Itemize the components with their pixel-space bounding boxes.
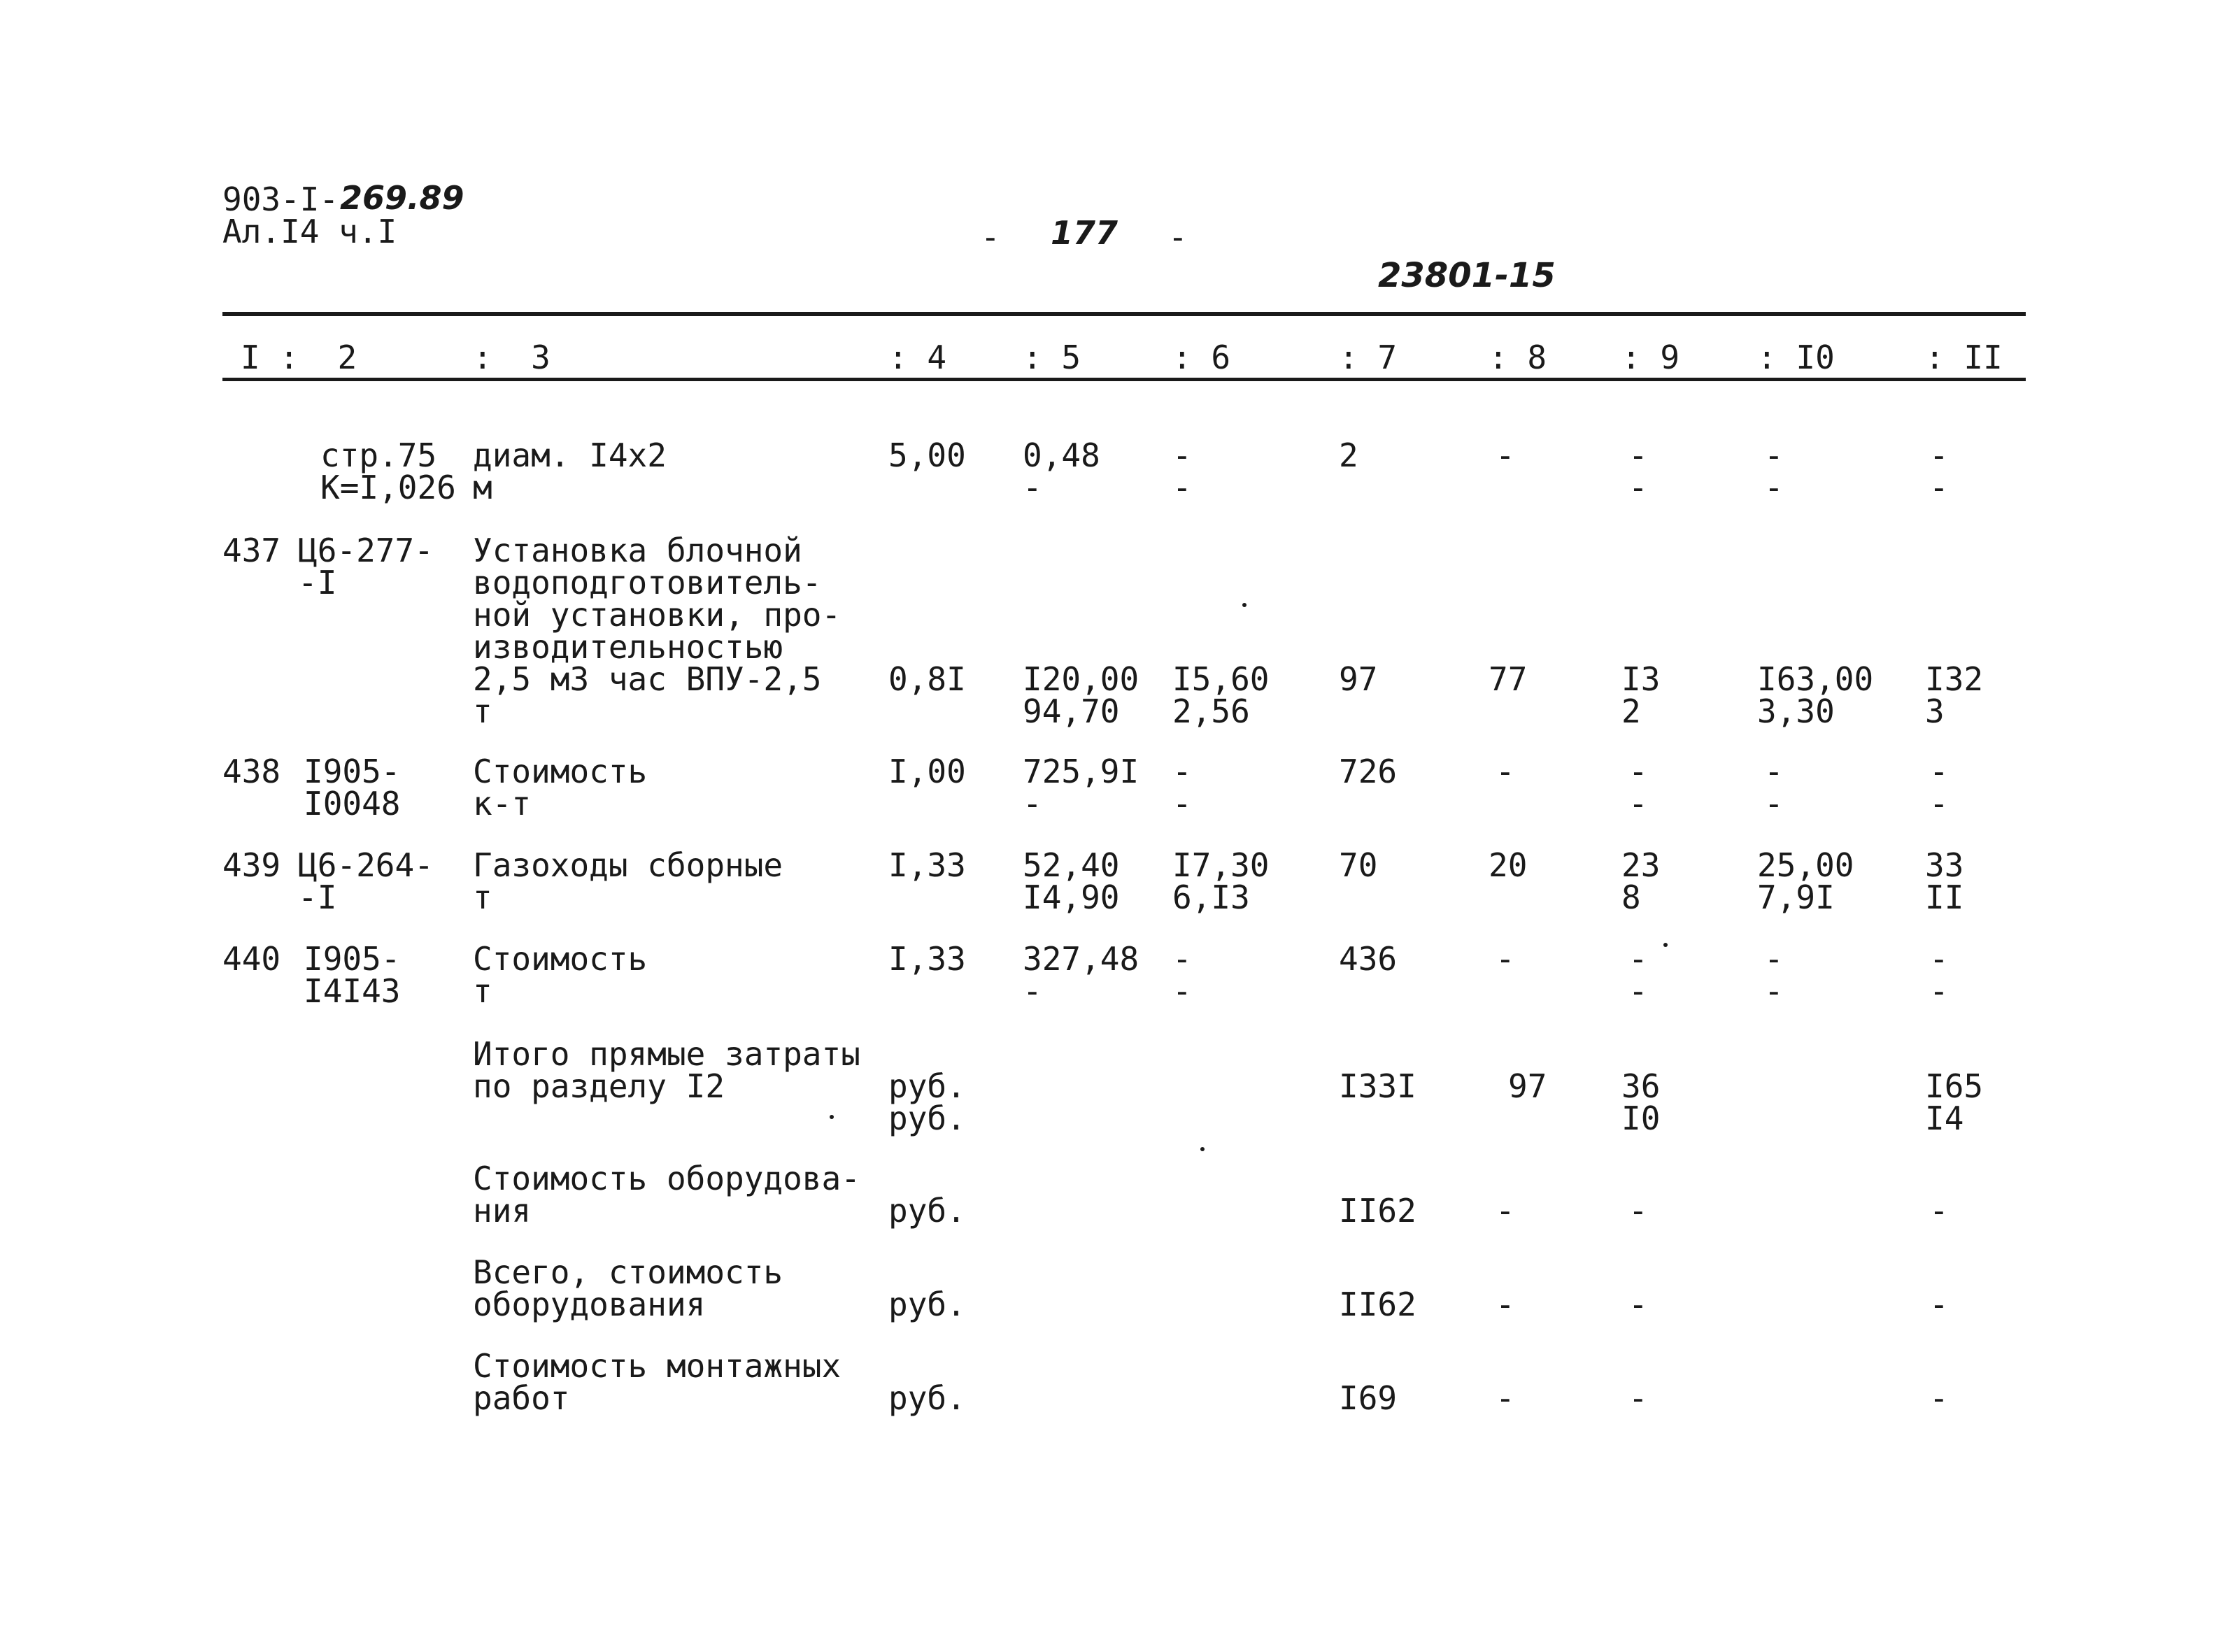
cell-col6: -	[1172, 753, 1192, 790]
cell-col7: 97	[1339, 660, 1378, 698]
row-description: Стоимость	[473, 940, 648, 978]
row-code: Ц6-277-	[298, 532, 434, 569]
cell-col11: -	[1929, 940, 1949, 978]
column-header-5: : 5	[1023, 339, 1081, 376]
cell-col10: -	[1764, 753, 1784, 790]
row-code: I4I43	[304, 972, 401, 1010]
cell-col11: -	[1929, 785, 1949, 823]
totals-col8: -	[1496, 1192, 1515, 1230]
column-header-9: : 9	[1621, 339, 1680, 376]
cell-col10: -	[1764, 436, 1784, 474]
row-description: Установка блочной	[473, 532, 802, 569]
totals-col9: -	[1628, 1379, 1648, 1417]
cell-col9: 8	[1621, 878, 1641, 916]
cell-col8: -	[1496, 436, 1515, 474]
scan-speck	[1242, 603, 1247, 607]
cell-col6: I7,30	[1172, 846, 1270, 884]
scan-speck	[1200, 1147, 1205, 1151]
cell-col10: I63,00	[1757, 660, 1874, 698]
stamp-number-handwritten: 23801-15	[1378, 256, 1556, 295]
totals-unit: руб.	[888, 1067, 966, 1105]
totals-col9: -	[1628, 1286, 1648, 1323]
cell-col8: -	[1496, 940, 1515, 978]
row-description: диам. I4x2	[473, 436, 667, 474]
totals-description: работ	[473, 1379, 570, 1417]
row-description: м	[473, 469, 492, 506]
cell-col6: 6,I3	[1172, 878, 1250, 916]
row-number: 438	[222, 753, 281, 790]
totals-description: ния	[473, 1192, 532, 1230]
cell-col6: I5,60	[1172, 660, 1270, 698]
row-description: т	[473, 972, 492, 1010]
row-description: 2,5 м3 час ВПУ-2,5	[473, 660, 822, 698]
cell-col10: 25,00	[1757, 846, 1854, 884]
cell-col5: 0,48	[1023, 436, 1100, 474]
column-header-4: : 4	[888, 339, 947, 376]
cell-col8: 20	[1489, 846, 1528, 884]
totals-description: Стоимость оборудова-	[473, 1160, 860, 1197]
row-description: Газоходы сборные	[473, 846, 783, 884]
totals-col8: -	[1496, 1379, 1515, 1417]
row-code: -I	[298, 564, 337, 601]
row-number: 439	[222, 846, 281, 884]
row-number: 440	[222, 940, 281, 978]
cell-col9: -	[1628, 436, 1648, 474]
top-rule	[222, 312, 2026, 316]
album-label: Ал.I4 ч.I	[222, 213, 397, 250]
scan-speck	[830, 1115, 834, 1119]
row-description: т	[473, 692, 492, 730]
cell-col10: -	[1764, 469, 1784, 506]
totals-col8: 97	[1508, 1067, 1547, 1105]
column-header-1-2: I : 2	[241, 339, 357, 376]
totals-unit: руб.	[888, 1099, 966, 1137]
column-header-8: : 8	[1489, 339, 1547, 376]
row-number: 437	[222, 532, 281, 569]
column-header-7: : 7	[1339, 339, 1398, 376]
cell-col9: -	[1628, 940, 1648, 978]
row-code: стр.75	[320, 436, 437, 474]
column-header-11: : II	[1925, 339, 2003, 376]
cell-col7: 726	[1339, 753, 1398, 790]
page-dash-right: -	[1168, 218, 1188, 256]
header-bottom-rule	[222, 378, 2026, 381]
cell-col11: -	[1929, 972, 1949, 1010]
cell-col9: -	[1628, 785, 1648, 823]
doc-number-handwritten: 269.89	[340, 179, 464, 217]
cell-col10: -	[1764, 785, 1784, 823]
cell-col7: 2	[1339, 436, 1358, 474]
cell-col6: -	[1172, 972, 1192, 1010]
cell-col6: -	[1172, 469, 1192, 506]
cell-col10: -	[1764, 940, 1784, 978]
row-code: К=I,026	[320, 469, 456, 506]
cell-col8: -	[1496, 753, 1515, 790]
cell-col11: -	[1929, 753, 1949, 790]
cell-col5: 52,40	[1023, 846, 1120, 884]
cell-col6: -	[1172, 785, 1192, 823]
totals-col9: I0	[1621, 1099, 1661, 1137]
cell-col9: 2	[1621, 692, 1641, 730]
row-code: I905-	[304, 753, 401, 790]
totals-unit: руб.	[888, 1379, 966, 1417]
row-description: к-т	[473, 785, 532, 823]
cell-col4: 0,8I	[888, 660, 966, 698]
totals-col7: II62	[1339, 1286, 1416, 1323]
totals-col9: -	[1628, 1192, 1648, 1230]
cell-col11: 3	[1925, 692, 1945, 730]
cell-col5: 94,70	[1023, 692, 1120, 730]
cell-col11: II	[1925, 878, 1964, 916]
cell-col10: 3,30	[1757, 692, 1835, 730]
scan-speck	[1663, 943, 1668, 947]
cell-col4: 5,00	[888, 436, 966, 474]
cell-col5: 327,48	[1023, 940, 1139, 978]
cell-col5: -	[1023, 972, 1042, 1010]
totals-col11: I65	[1925, 1067, 1984, 1105]
totals-col9: 36	[1621, 1067, 1661, 1105]
cell-col5: I20,00	[1023, 660, 1139, 698]
totals-description: Стоимость монтажных	[473, 1347, 841, 1385]
cell-col5: -	[1023, 469, 1042, 506]
cell-col11: -	[1929, 469, 1949, 506]
totals-description: Всего, стоимость	[473, 1253, 783, 1291]
totals-col11: I4	[1925, 1099, 1964, 1137]
cell-col7: 70	[1339, 846, 1378, 884]
cell-col5: -	[1023, 785, 1042, 823]
row-code: Ц6-264-	[298, 846, 434, 884]
cell-col9: -	[1628, 753, 1648, 790]
totals-col11: -	[1929, 1379, 1949, 1417]
cell-col5: I4,90	[1023, 878, 1120, 916]
cell-col6: -	[1172, 940, 1192, 978]
row-code: I905-	[304, 940, 401, 978]
cell-col11: -	[1929, 436, 1949, 474]
cell-col10: 7,9I	[1757, 878, 1835, 916]
totals-description: по разделу I2	[473, 1067, 725, 1105]
cell-col10: -	[1764, 972, 1784, 1010]
column-header-6: : 6	[1172, 339, 1231, 376]
totals-col7: I69	[1339, 1379, 1398, 1417]
cell-col6: -	[1172, 436, 1192, 474]
cell-col9: I3	[1621, 660, 1661, 698]
row-description: т	[473, 878, 492, 916]
cell-col9: -	[1628, 972, 1648, 1010]
row-description: ной установки, про-	[473, 596, 841, 634]
cell-col7: 436	[1339, 940, 1398, 978]
cell-col4: I,33	[888, 846, 966, 884]
totals-unit: руб.	[888, 1192, 966, 1230]
totals-col8: -	[1496, 1286, 1515, 1323]
totals-col7: II62	[1339, 1192, 1416, 1230]
cell-col4: I,00	[888, 753, 966, 790]
row-code: -I	[298, 878, 337, 916]
cell-col11: 33	[1925, 846, 1964, 884]
cell-col8: 77	[1489, 660, 1528, 698]
column-header-10: : I0	[1757, 339, 1835, 376]
page-dash-left: -	[981, 218, 1000, 256]
row-code: I0048	[304, 785, 401, 823]
cell-col5: 725,9I	[1023, 753, 1139, 790]
page-number-handwritten: 177	[1051, 214, 1118, 252]
cell-col11: I32	[1925, 660, 1984, 698]
doc-number-prefix: 903-I-	[222, 180, 339, 218]
cell-col9: -	[1628, 469, 1648, 506]
cell-col4: I,33	[888, 940, 966, 978]
totals-unit: руб.	[888, 1286, 966, 1323]
totals-description: оборудования	[473, 1286, 706, 1323]
cell-col9: 23	[1621, 846, 1661, 884]
totals-col7: I33I	[1339, 1067, 1416, 1105]
cell-col6: 2,56	[1172, 692, 1250, 730]
totals-description: Итого прямые затраты	[473, 1035, 860, 1073]
column-header-3: : 3	[473, 339, 551, 376]
row-description: изводительностью	[473, 628, 783, 666]
totals-col11: -	[1929, 1286, 1949, 1323]
row-description: Стоимость	[473, 753, 648, 790]
totals-col11: -	[1929, 1192, 1949, 1230]
row-description: водоподготовитель-	[473, 564, 822, 601]
